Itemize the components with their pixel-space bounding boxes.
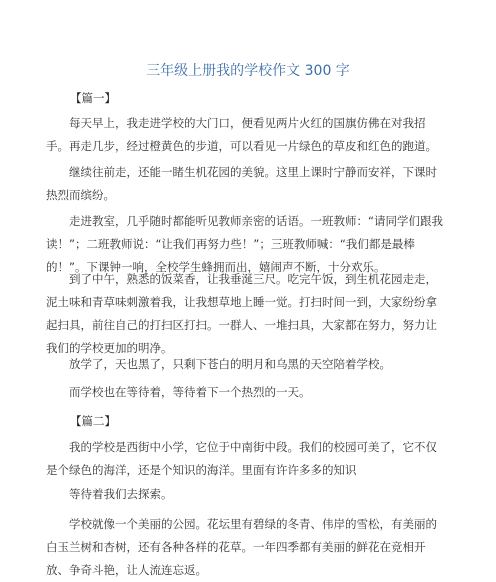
text-line: 起扫具，前往自己的打扫区打扫。一群人、一堆扫具，大家都在努力，努力让: [46, 318, 437, 332]
text-line: 等待着我们去探索。: [69, 487, 173, 501]
text-line: 学校就像一个美丽的公园。花坛里有碧绿的冬青、伟岸的雪松，有美丽的: [69, 517, 437, 531]
text-line: 到了中午，熟悉的饭菜香，让我垂涎三尺。吃完午饭，到生机花园走走，: [69, 272, 437, 286]
text-line: 放、争奇斗艳，让人流连忘返。: [46, 563, 207, 577]
paragraph: [46, 353, 456, 376]
text-line: 走进教室，几乎随时都能听见教师亲密的话语。一班教师：“请同学们跟我: [69, 214, 443, 228]
text-line: 读！”；二班教师说：“让我们再努力些！”；三班教师喊：“我们都是最棒: [46, 237, 415, 251]
section-label-2: 【篇二】: [70, 414, 116, 428]
text-line: 手。再走几步，经过橙黄色的步道，可以看见一片绿色的草皮和红色的跑道。: [46, 139, 437, 153]
document-title: 三年级上册我的学校作文 300 字: [146, 63, 350, 79]
text-line: 每天早上，我走进学校的大门口，便看见两片火红的国旗仿佛在对我招: [69, 116, 426, 130]
text-line: 我们的学校更加的明净。: [46, 341, 173, 355]
text-line: 热烈而缤纷。: [46, 188, 115, 202]
text-line: 继续往前走，还能一睹生机花园的美貌。这里上课时宁静而安祥，下课时: [69, 165, 437, 179]
text-line: 是个绿色的海洋，还是个知识的海洋。里面有许许多多的知识: [46, 463, 357, 477]
paragraph: [46, 513, 456, 582]
text-line: 我的学校是西街中小学，它位于中南街中段。我们的校园可美了，它不仅: [69, 440, 437, 454]
text-line: 的！”。下课钟一响，全校学生蜂拥而出，嬉闹声不断，十分欢乐。: [46, 260, 386, 274]
paragraph: [46, 381, 456, 404]
text-line: 泥土味和青草味刺激着我，让我想草地上睡一觉。打扫时间一到，大家纷纷拿: [46, 295, 437, 309]
paragraph: [46, 268, 456, 360]
text-line: 而学校也在等待着，等待着下一个热烈的一天。: [69, 385, 311, 399]
text-line: 放学了，天也黑了，只剩下苍白的明月和乌黑的天空陪着学校。: [69, 357, 391, 371]
paragraph: [46, 483, 456, 506]
paragraph: [46, 161, 456, 207]
paragraph: [46, 436, 456, 482]
text-line: 白玉兰树和杏树，还有各种各样的花草。一年四季都有美丽的鲜花在竞相开: [46, 540, 426, 554]
paragraph: [46, 112, 456, 158]
section-label-1: 【篇一】: [70, 91, 116, 105]
